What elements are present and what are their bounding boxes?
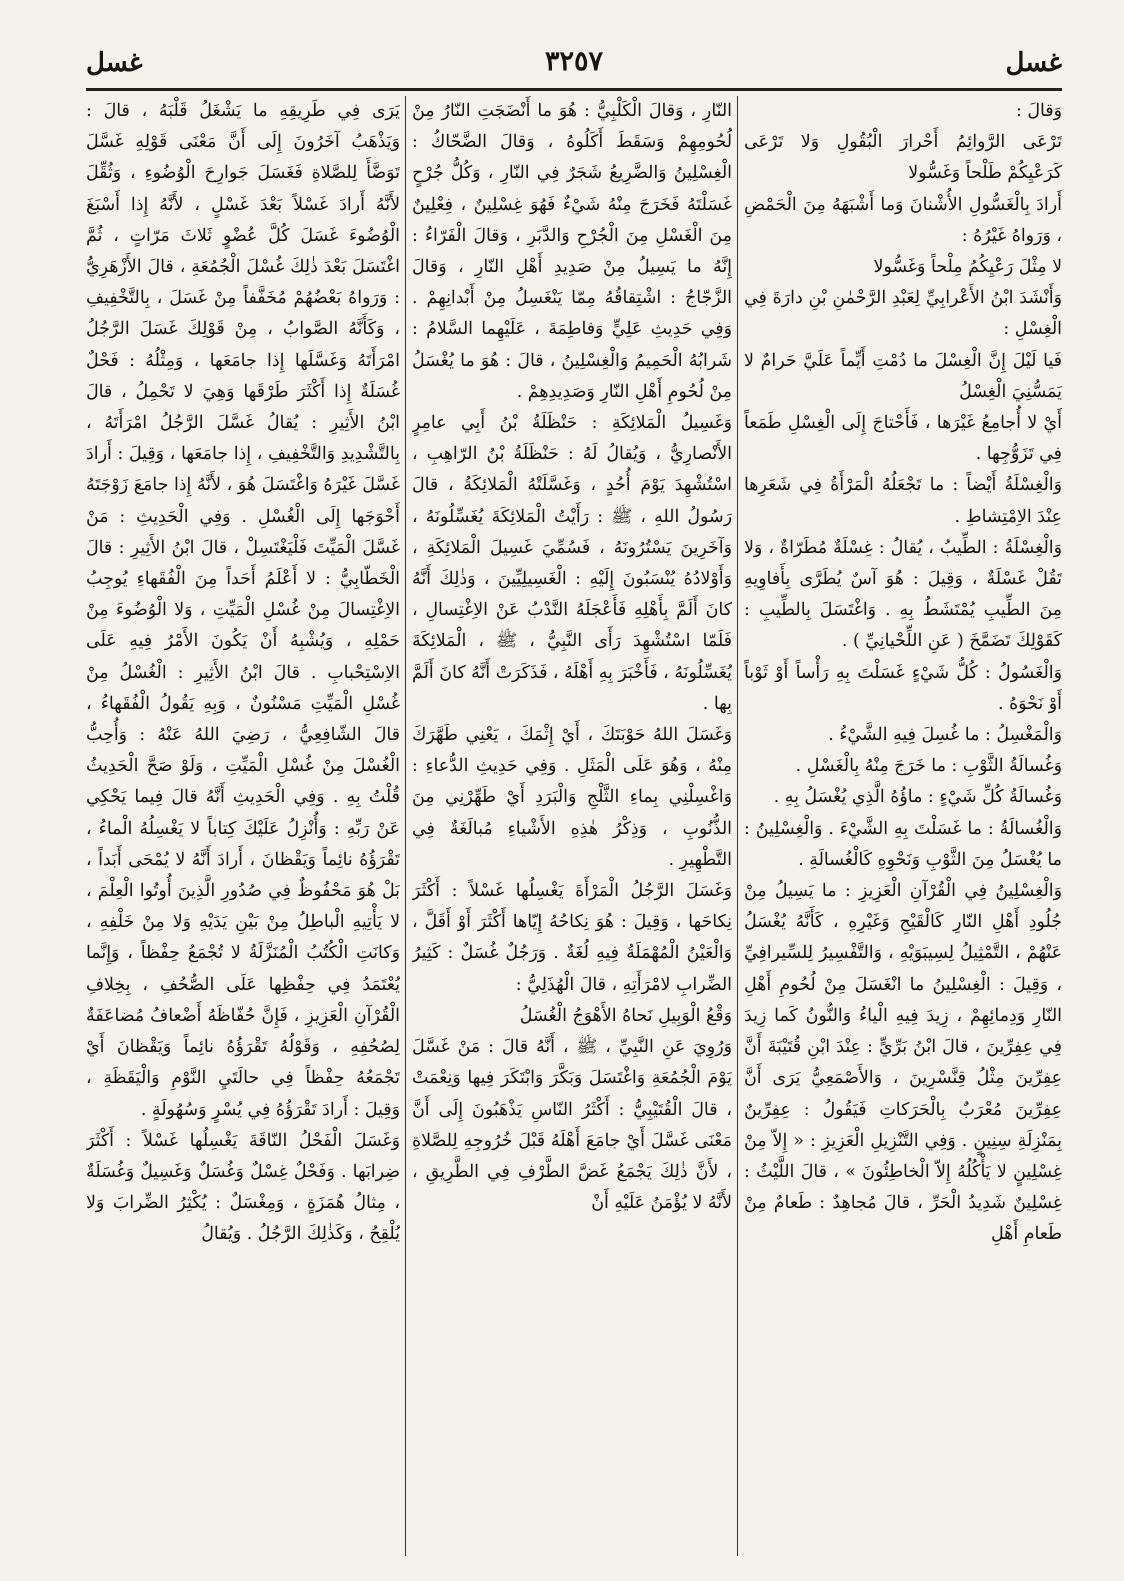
column-left: [86, 96, 400, 1556]
header-rule: [86, 88, 1062, 91]
column-right: [744, 96, 1062, 1556]
header-keyword-right: غسل: [1005, 48, 1062, 78]
paragraph: وَالْغُسالَةُ : ما غَسَلْتَ بِهِ الشَّيْءَ . وَالْغِسْلِينُ : ما يُغْسَلُ مِنَ الثَّوْبِ وَنَحْوِهِ كَالْغُسالَةِ .: [744, 818, 1062, 870]
verse: لا مِثْلَ رَعْيِكُمُ مِلْحاً وَغَسُّولا: [873, 257, 1062, 278]
column-divider: [405, 96, 406, 1556]
paragraph: وَالْغَسُولُ : كُلُّ شَيْءٍ غَسَلْتَ بِهِ رَأْساً أَوْ ثَوْباً أَوْ نَحْوَهُ .: [744, 662, 1062, 714]
paragraph: وَغَسَلَ الرَّجُلُ الْمَرْأَةَ يَغْسِلُها غَسْلاً : أَكْثَرَ نِكاحَها ، وَقِيلَ : هُوَ نِكاحُهُ إِيّاها أَكْثَرَ أَوْ أَقَلَّ ، وَالْعَيْنُ الْمُهْمَلَةُ فِيهِ لُغَةٌ . وَرَجُلٌ غُسَلٌ : كَثِيرُ الضِّرابِ لامْرَأَتِهِ ، قالَ الْهُذَلِيُّ :: [412, 881, 732, 995]
paragraph: أَرادَ بِالْغَسُّولِ الأُشْنانَ وَما أَشْبَهَهُ مِنَ الْحَمْضِ ، وَرَواهُ غَيْرُهُ :: [744, 194, 1062, 246]
verse: وَقْعُ الْوَبِيلِ نَحاهُ الأَهْوَجُ الْغُسَلُ: [519, 1005, 732, 1026]
paragraph: وَالْمَغْسِلُ : ما غُسِلَ فِيهِ الشَّيْءُ .: [828, 725, 1062, 746]
header-keyword-left: غسل: [86, 48, 143, 78]
column-middle: [412, 96, 732, 1556]
paragraph: وَقالَ :: [1015, 101, 1062, 121]
paragraph: وَغُسالَةُ الثَّوْبِ : ما خَرَجَ مِنْهُ بِالْغَسْلِ .: [795, 756, 1062, 777]
paragraph: وَأَنْشَدَ ابْنُ الأَعْرابِيِّ لِعَبْدِ الرَّحْمٰنِ بْنِ دارَةَ فِي الْغِسْلِ :: [744, 288, 1062, 340]
paragraph: وَغَسَلَ اللهُ حَوْبَتَكَ ، أَيْ إِثْمَكَ ، يَعْنِي طَهَّرَكَ مِنْهُ ، وَهُوَ عَلَى الْمَثَلِ . وَفِي حَدِيثِ الدُّعاءِ : وَاغْسِلْنِي بِماءِ الثَّلْجِ وَالْبَرَدِ أَيْ طَهِّرْنِي مِنَ الذُّنُوبِ ، وَذِكْرُ هٰذِهِ الأَشْياءِ مُبالَغَةٌ فِي التَّطْهِيرِ .: [412, 725, 732, 870]
paragraph: وَالْغِسْلِينُ فِي الْقُرْآنِ الْعَزِيزِ : ما يَسِيلُ مِنْ جُلُودِ أَهْلِ النّارِ كَالْقَيْحِ وَغَيْرِهِ ، كَأَنَّهُ يُغْسَلُ عَنْهُمْ ، التَّمْثِيلُ لِسِيبَوَيْهِ ، وَالتَّفْسِيرُ لِلسِّيرافِيِّ ، وَقِيلَ : الْغِسْلِينُ ما انْغَسَلَ مِنْ لُحُومِ أَهْلِ النّارِ وَدِمائِهِمْ ، زِيدَ فِيهِ الْياءُ وَالنُّونُ كَما زِيدَ فِي عِفِرِّينَ ، قالَ ابْنُ بَرِّيٍّ : عِنْدَ ابْنِ قُتَيْبَةَ أَنَّ عِفِرِّينَ مِثْلُ قِنَّسْرِينَ ، وَالأَصْمَعِيُّ يَرَى أَنَّ عِفِرِّينَ مُعْرَبٌ بِالْحَرَكاتِ فَيَقُولُ : عِفِرِّينٌ بِمَنْزِلَةِ سِنِينٍ . وَفِي التَّنْزِيلِ الْعَزِيزِ : « إِلاّ مِنْ غِسْلِينٍ لا يَأْكُلُهُ إِلاّ الْخاطِئُونَ » ، قالَ اللَّيْثُ : غِسْلِينٌ شَدِيدُ الْحَرِّ ، قالَ مُجاهِدٌ : طَعامٌ مِنْ طَعامِ أَهْلِ: [744, 881, 1062, 1245]
paragraph: وَغَسِيلُ الْمَلائِكَةِ : حَنْظَلَةُ بْنُ أَبِي عامِرٍ الأَنْصارِيُّ ، وَيُقالُ لَهُ : حَنْظَلَةُ بْنُ الرّاهِبِ ، اسْتُشْهِدَ يَوْمَ أُحُدٍ ، وَغَسَّلَتْهُ الْمَلائِكَةُ ، قالَ رَسُولُ اللهِ ، ﷺ : رَأَيْتُ الْمَلائِكَةَ يُغَسِّلُونَهُ ، وَآخَرِينَ يَسْتُرُونَهُ ، فَسُمِّيَ غَسِيلَ الْمَلائِكَةِ ، وَأَوْلادُهُ يُنْسَبُونَ إِلَيْهِ : الْغَسِيلِيِّينَ ، وَذٰلِكَ أَنَّهُ كانَ أَلَمَّ بِأَهْلِهِ فَأَعْجَلَهُ النَّدْبُ عَنْ الاِغْتِسالِ ، فَلَمّا اسْتُشْهِدَ رَأَى النَّبِيُّ ، ﷺ ، الْمَلائِكَةَ يُغَسِّلُونَهُ ، فَأَخْبَرَ بِهِ أَهْلَهُ ، فَذَكَرَتْ أَنَّهُ كانَ أَلَمَّ بِها .: [412, 413, 732, 714]
paragraph: النّارِ ، وَقالَ الْكَلْبِيُّ : هُوَ ما أَنْضَجَتِ النّارُ مِنْ لُحُومِهِمْ وَسَقَطَ أَكَلُوهُ ، وَقالَ الضَّحّاكُ : الْغِسْلِينُ وَالضَّرِيعُ شَجَرٌ فِي النّارِ ، وَكُلُّ جُرْحٍ غَسَلْتَهُ فَخَرَجَ مِنْهُ شَيْءٌ فَهُوَ غِسْلِينٌ ، فِعْلِينٌ مِنَ الْغَسْلِ مِنَ الْجُرْحِ وَالدَّبَرِ ، وَقالَ الْفَرّاءُ : إِنَّهُ ما يَسِيلُ مِنْ صَدِيدِ أَهْلِ النّارِ ، وَقالَ الزَّجّاجُ : اشْتِقاقُهُ مِمّا يَنْغَسِلُ مِنْ أَبْدانِهِمْ . وَفِي حَدِيثِ عَلِيٍّ وَفاطِمَةَ ، عَلَيْهِما السَّلامُ : شَرابُهُ الْحَمِيمُ وَالْغِسْلِينُ ، قالَ : هُوَ ما يُغْسَلُ مِنْ لُحُومِ أَهْلِ النّارِ وَصَدِيدِهِمْ .: [412, 101, 732, 402]
paragraph: وَرُوِيَ عَنِ النَّبِيِّ ، ﷺ ، أَنَّهُ قالَ : مَنْ غَسَّلَ يَوْمَ الْجُمُعَةِ وَاغْتَسَلَ وَبَكَّرَ وَابْتَكَرَ فِيها وَنِعْمَتْ ، قالَ الْقُتَيْبِيُّ : أَكْثَرُ النّاسِ يَذْهَبُونَ إِلَى أَنَّ مَعْنَى غَسَّلَ أَيْ جامَعَ أَهْلَهُ قَبْلَ خُرُوجِهِ لِلصَّلاةِ ، لأَنَّ ذٰلِكَ يَجْمَعُ غَضَّ الطَّرْفِ فِي الطَّرِيقِ ، لأَنَّهُ لا يُؤْمَنُ عَلَيْهِ أَنْ: [412, 1037, 732, 1214]
paragraph: وَغَسَلَ الْفَحْلُ النّاقَةَ يَغْسِلُها غَسْلاً : أَكْثَرَ ضِرابَها . وَفَحْلٌ غِسْلٌ وَغُسَلٌ وَغَسِيلٌ وَغُسَلَةٌ ، مِثالُ هُمَزَةٍ ، وَمِغْسَلٌ : يُكْثِرُ الضِّرابَ وَلا يُلْقِحُ ، وَكَذٰلِكَ الرَّجُلُ . وَيُقالُ: [86, 1130, 400, 1245]
page-header: [86, 44, 1062, 90]
verse: فَيا لَيْلَ إِنَّ الْغِسْلَ ما دُمْتِ أَيِّماً عَلَيَّ حَرامٌ لا يَمَسُّنِيَ الْغِسْلُ: [744, 350, 1062, 402]
page-number: ٣٢٥٧: [544, 46, 604, 77]
column-divider: [737, 96, 738, 1556]
paragraph: أَيْ لا أُجامِعُ غَيْرَها ، فَأَحْتاجَ إِلَى الْغِسْلِ طَمَعاً فِي تَزَوُّجِها .: [744, 413, 1062, 465]
paragraph: وَالْغِسْلَةُ : الطِّيبُ ، يُقالُ : غِسْلَةٌ مُطَرّاةٌ ، وَلا تَقُلْ غَسْلَةٌ ، وَقِيلَ : هُوَ آسٌ يُطَرَّى بِأَفاوِيهِ مِنَ الطِّيبِ يُمْتَشَطُ بِهِ . وَاغْتَسَلَ بِالطِّيبِ : كَقَوْلِكَ تَضَمَّخَ ( عَنِ اللِّحْيانِيِّ ) .: [744, 537, 1062, 652]
paragraph: يَرَى فِي طَرِيقِهِ ما يَشْغَلُ قَلْبَهُ ، قالَ : وَيَذْهَبُ آخَرُونَ إِلَى أَنَّ مَعْنَى قَوْلِهِ غَسَّلَ تَوَضَّأَ لِلصَّلاةِ فَغَسَلَ جَوارِحَ الْوُضُوءِ ، وَثُقِّلَ لأَنَّهُ أَرادَ غَسْلاً بَعْدَ غَسْلٍ ، لأَنَّهُ إِذا أَسْبَغَ الْوُضُوءَ غَسَلَ كُلَّ عُضْوٍ ثَلاثَ مَرّاتٍ ، ثُمَّ اغْتَسَلَ بَعْدَ ذٰلِكَ غُسْلَ الْجُمُعَةِ ، قالَ الأَزْهَرِيُّ : وَرَواهُ بَعْضُهُمْ مُخَفَّفاً مِنْ غَسَلَ ، بِالتَّخْفِيفِ ، وَكَأَنَّهُ الصَّوابُ ، مِنْ قَوْلِكَ غَسَلَ الرَّجُلُ امْرَأَتَهُ وَغَسَّلَها إِذا جامَعَها ، وَمِثْلُهُ : فَحْلٌ غُسَلَةٌ إِذا أَكْثَرَ طَرْقَها وَهِيَ لا تَحْمِلُ ، قالَ ابْنُ الأَثِيرِ : يُقالُ غَسَّلَ الرَّجُلُ امْرَأَتَهُ ، بِالتَّشْدِيدِ وَالتَّخْفِيفِ ، إِذا جامَعَها ، وَقِيلَ : أَرادَ غَسَّلَ غَيْرَهُ وَاغْتَسَلَ هُوَ ، لأَنَّهُ إِذا جامَعَ زَوْجَتَهُ أَحْوَجَها إِلَى الْغُسْلِ . وَفِي الْحَدِيثِ : مَنْ غَسَّلَ الْمَيِّتَ فَلْيَغْتَسِلْ ، قالَ ابْنُ الأَثِيرِ : قالَ الْخَطّابِيُّ : لا أَعْلَمُ أَحَداً مِنَ الْفُقَهاءِ يُوجِبُ الاِغْتِسالَ مِنْ غُسْلِ الْمَيِّتِ ، وَلا الْوُضُوءَ مِنْ حَمْلِهِ ، وَيُشْبِهُ أَنْ يَكُونَ الأَمْرُ فِيهِ عَلَى الاِسْتِحْبابِ . قالَ ابْنُ الأَثِيرِ : الْغُسْلُ مِنْ غُسْلِ الْمَيِّتِ مَسْنُونٌ ، وَبِهِ يَقُولُ الْفُقَهاءُ ، قالَ الشّافِعِيُّ ، رَضِيَ اللهُ عَنْهُ : وَأُحِبُّ الْغُسْلَ مِنْ غُسْلِ الْمَيِّتِ ، وَلَوْ صَحَّ الْحَدِيثُ قُلْتُ بِهِ . وَفِي الْحَدِيثِ أَنَّهُ قالَ فِيما يَحْكِي عَنْ رَبِّهِ : وَأُنْزِلُ عَلَيْكَ كِتاباً لا يَغْسِلُهُ الْماءُ ، تَقْرَؤُهُ نائِماً وَيَقْظانَ ، أَرادَ أَنَّهُ لا يُمْحَى أَبَداً ، بَلْ هُوَ مَحْفُوظٌ فِي صُدُورِ الَّذِينَ أُوتُوا الْعِلْمَ ، لا يَأْتِيهِ الْباطِلُ مِنْ بَيْنِ يَدَيْهِ وَلا مِنْ خَلْفِهِ ، وَكانَتِ الْكُتُبُ الْمُنَزَّلَةُ لا تُجْمَعُ حِفْظاً ، وَإِنَّما يُعْتَمَدُ فِي حِفْظِها عَلَى الصُّحُفِ ، بِخِلافِ الْقُرْآنِ الْعَزِيزِ ، فَإِنَّ حُفّاظَهُ أَضْعافُ مُضاعَفَةٌ لِصُحُفِهِ ، وَقَوْلُهُ تَقْرَؤُهُ نائِماً وَيَقْظانَ أَيْ تَجْمَعُهُ حِفْظاً فِي حالَتَيِ النَّوْمِ وَالْيَقَظَةِ ، وَقِيلَ : أَرادَ تَقْرَؤُهُ فِي يُسْرٍ وَسُهُولَةٍ .: [86, 101, 400, 1120]
paragraph: وَغُسالَةُ كُلِّ شَيْءٍ : ماؤُهُ الَّذِي يُغْسَلُ بِهِ .: [773, 787, 1062, 808]
text-columns: [86, 96, 1062, 1556]
verse: تَرْعَى الرَّوائِمُ أَحْرارَ الْبُقُولِ وَلا تَرْعَى كَرَعْيِكُمْ طَلْحاً وَغَسُّولا: [744, 132, 1062, 184]
paragraph: وَالْغِسْلَةُ أَيْضاً : ما تَجْعَلُهُ الْمَرْأَةُ فِي شَعَرِها عِنْدَ الاِمْتِشاطِ .: [744, 475, 1062, 527]
